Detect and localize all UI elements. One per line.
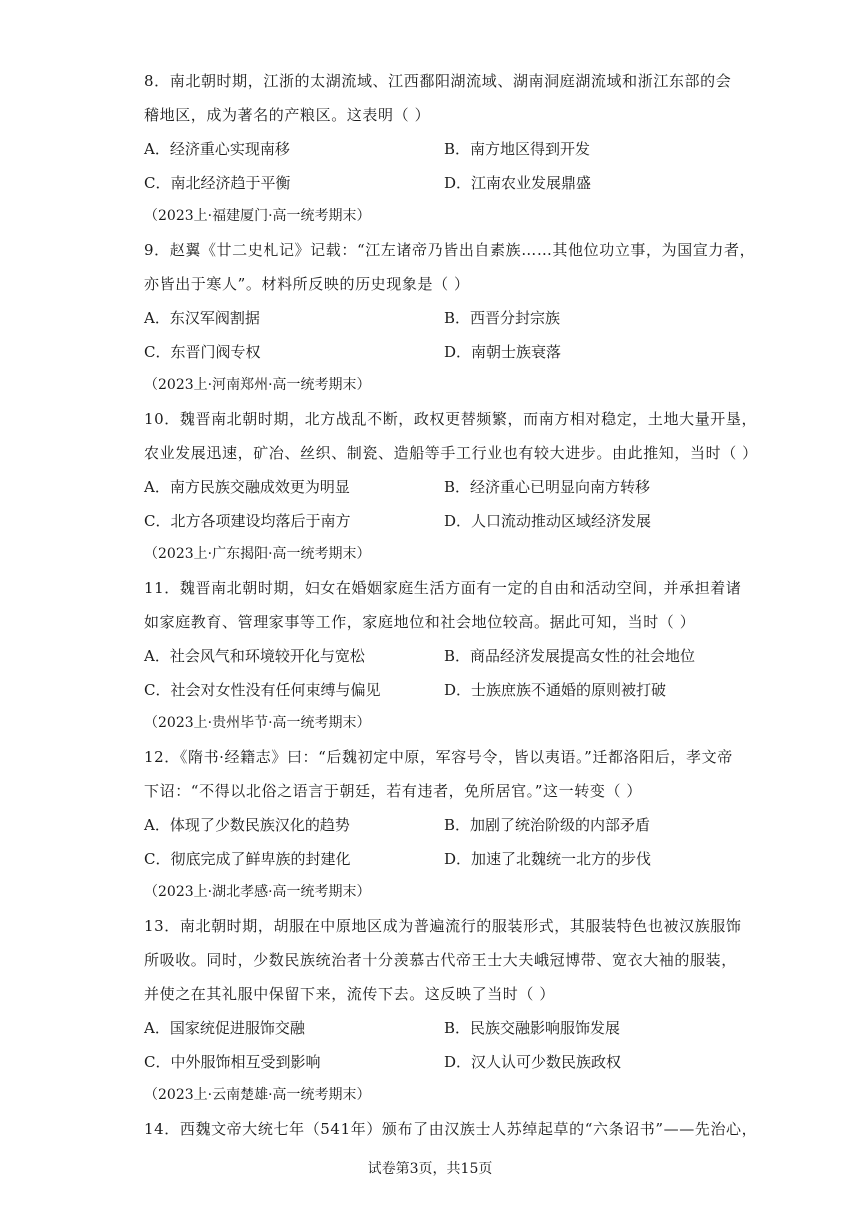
question-13-stem-line-2: 所吸收。同时，少数民族统治者十分羡慕古代帝王士大夫峨冠博带、宽衣大袖的服装， — [144, 951, 737, 969]
question-13-option-c: C．中外服饰相互受到影响 — [144, 1053, 321, 1071]
question-11-option-b: B．商品经济发展提高女性的社会地位 — [444, 647, 696, 665]
question-12-source: （2023上·湖北孝感·高一统考期末） — [144, 884, 371, 900]
question-12-stem-line-1: 12．《隋书·经籍志》曰：“后魏初定中原，军容号令，皆以夷语。”迁都洛阳后，孝文帝 — [144, 748, 733, 766]
question-9-source: （2023上·河南郑州·高一统考期末） — [144, 377, 371, 393]
question-13-option-b: B．民族交融影响服饰发展 — [444, 1019, 621, 1037]
question-10-source: （2023上·广东揭阳·高一统考期末） — [144, 546, 371, 562]
question-13-option-d: D．汉人认可少数民族政权 — [444, 1053, 622, 1071]
question-10-option-b: B．经济重心已明显向南方转移 — [444, 478, 651, 496]
question-13-stem-line-3: 并使之在其礼服中保留下来，流传下去。这反映了当时（ ） — [144, 985, 555, 1003]
question-12-option-b: B．加剧了统治阶级的内部矛盾 — [444, 816, 651, 834]
question-11-source: （2023上·贵州毕节·高一统考期末） — [144, 715, 371, 731]
question-9-stem-line-2: 亦皆出于寒人”。材料所反映的历史现象是（ ） — [144, 275, 470, 293]
question-13-option-a: A．国家统促进服饰交融 — [144, 1019, 305, 1037]
question-10-option-a: A．南方民族交融成效更为明显 — [144, 478, 350, 496]
question-12-option-c: C．彻底完成了鲜卑族的封建化 — [144, 850, 351, 868]
question-14-stem-line-1: 14．西魏文帝大统七年（541年）颁布了由汉族士人苏绰起草的“六条诏书”——先治心， — [144, 1120, 758, 1138]
question-9-stem-line-1: 9．赵翼《廿二史札记》记载：“江左诸帝乃皆出自素族……其他位功立事，为国宣力者， — [144, 241, 756, 259]
question-10-option-d: D．人口流动推动区域经济发展 — [444, 512, 652, 530]
question-11-stem-line-2: 如家庭教育、管理家事等工作，家庭地位和社会地位较高。据此可知，当时（ ） — [144, 613, 696, 631]
question-8-source: （2023上·福建厦门·高一统考期末） — [144, 208, 371, 224]
question-12-stem-line-2: 下诏：“不得以北俗之语言于朝廷，若有违者，免所居官。”这一转变（ ） — [144, 782, 643, 800]
question-8-stem-line-2: 稽地区，成为著名的产粮区。这表明（ ） — [144, 106, 431, 124]
question-8-option-c: C．南北经济趋于平衡 — [144, 174, 291, 192]
question-9-option-b: B．西晋分封宗族 — [444, 309, 561, 327]
question-10-option-c: C．北方各项建设均落后于南方 — [144, 512, 351, 530]
question-8-option-b: B．南方地区得到开发 — [444, 140, 591, 158]
question-11-option-a: A．社会风气和环境较开化与宽松 — [144, 647, 365, 665]
question-10-stem-line-2: 农业发展迅速，矿冶、丝织、制瓷、造船等手工行业也有较大进步。由此推知，当时（ ） — [144, 444, 758, 462]
question-9-option-a: A．东汉军阀割据 — [144, 309, 260, 327]
question-11-stem-line-1: 11．魏晋南北朝时期，妇女在婚姻家庭生活方面有一定的自由和活动空间，并承担着诸 — [144, 579, 742, 597]
question-9-option-c: C．东晋门阀专权 — [144, 343, 261, 361]
question-12-option-a: A．体现了少数民族汉化的趋势 — [144, 816, 350, 834]
question-11-option-d: D．士族庶族不通婚的原则被打破 — [444, 681, 667, 699]
question-9-option-d: D．南朝士族衰落 — [444, 343, 562, 361]
question-13-source: （2023上·云南楚雄·高一统考期末） — [144, 1087, 371, 1103]
question-8-option-d: D．江南农业发展鼎盛 — [444, 174, 592, 192]
question-13-stem-line-1: 13．南北朝时期，胡服在中原地区成为普遍流行的服装形式，其服装特色也被汉族服饰 — [144, 917, 742, 935]
question-10-stem-line-1: 10．魏晋南北朝时期，北方战乱不断，政权更替频繁，而南方相对稳定，土地大量开垦， — [144, 410, 758, 428]
question-8-option-a: A．经济重心实现南移 — [144, 140, 290, 158]
question-8-stem-line-1: 8．南北朝时期，江浙的太湖流域、江西鄱阳湖流域、湖南洞庭湖流域和浙江东部的会 — [144, 72, 732, 90]
question-12-option-d: D．加速了北魏统一北方的步伐 — [444, 850, 652, 868]
question-11-option-c: C．社会对女性没有任何束缚与偏见 — [144, 681, 381, 699]
page-footer: 试卷第3页，共15页 — [367, 1161, 493, 1177]
